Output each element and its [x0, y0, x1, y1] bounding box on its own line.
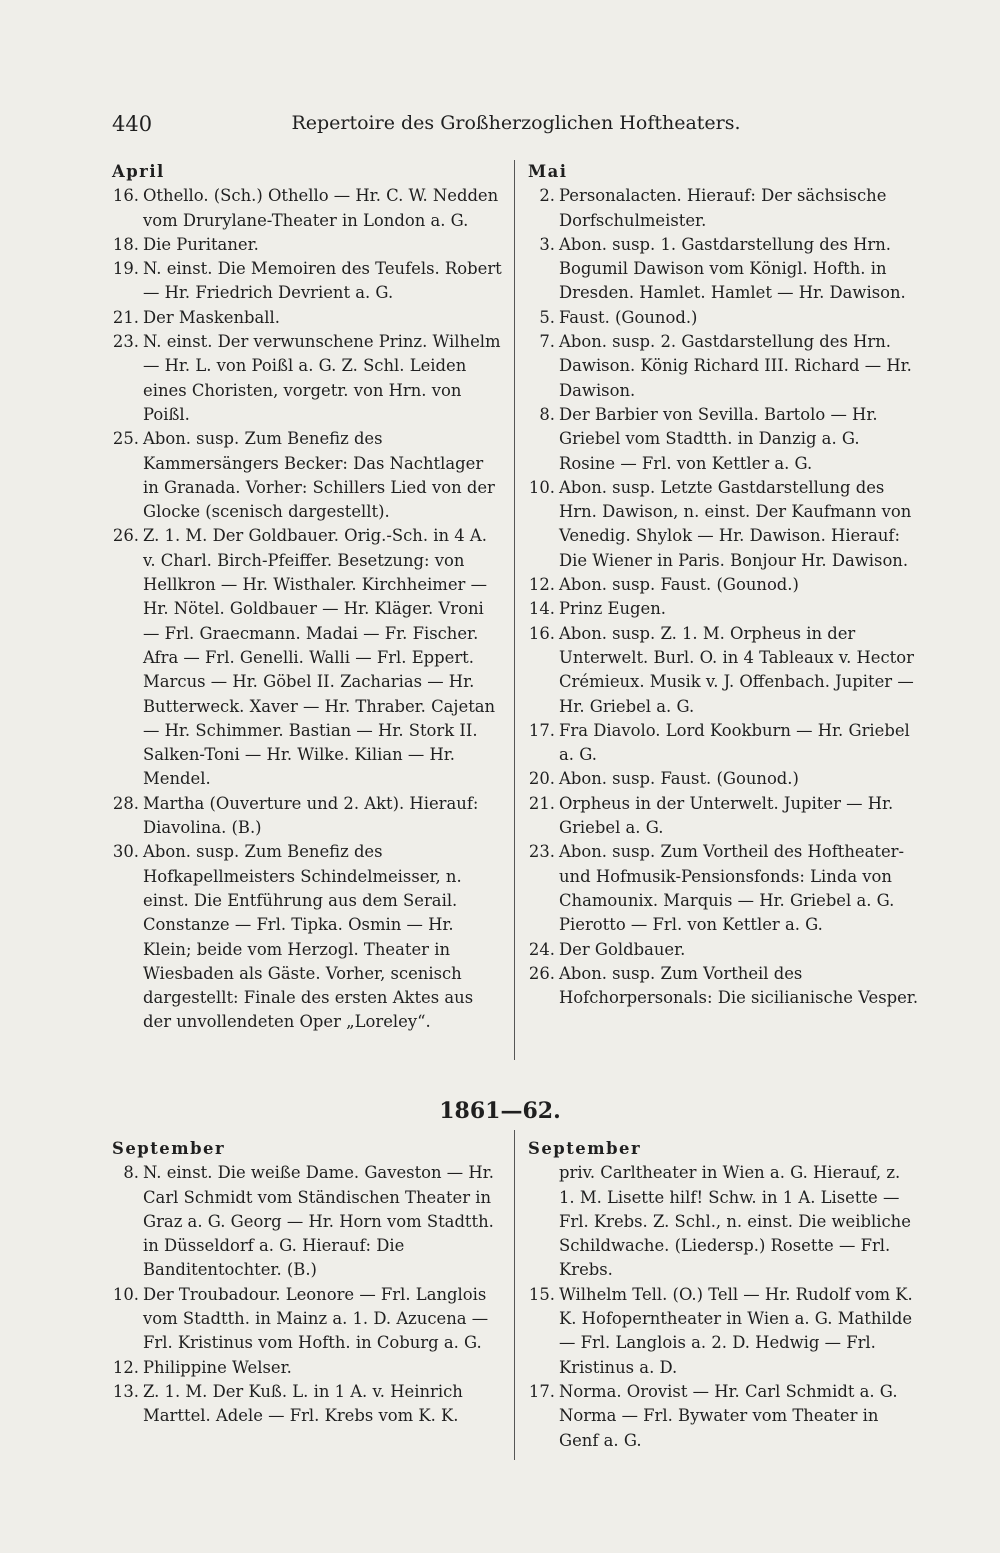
entry-text: Abon. susp. Zum Benefiz des Hofkapellmeisters Schindelmeisser, n. einst. Die Entführung aus dem Serail. Constanze — Frl. Tipka. Osmin — Hr. Klein; beide vom Herzogl. Theater in Wiesbaden als Gäste. Vorher, scenisch dargestellt: Finale des ersten Aktes aus der unvollendeten Oper „Loreley“. — [143, 842, 474, 1032]
entry-day: 17. — [528, 1381, 555, 1401]
column-september-left — [112, 1137, 504, 1429]
month-heading: September — [112, 1139, 226, 1158]
list-item — [528, 962, 920, 1011]
entry-text: Faust. (Gounod.) — [559, 307, 698, 327]
list-item — [528, 622, 920, 719]
entry-text: Abon. susp. 1. Gastdarstellung des Hrn. Bogumil Dawison vom Königl. Hofth. in Dresden. Hamlet. Hamlet — Hr. Dawison. — [559, 234, 906, 303]
entry-text: Z. 1. M. Der Goldbauer. Orig.-Sch. in 4 A. v. Charl. Birch-Pfeiffer. Besetzung: von Hellkron — Hr. Wisthaler. Kirchheimer — Hr. Nötel. Goldbauer — Hr. Kläger. Vroni — Frl. Graecmann. Madai — Fr. Fischer. Afra — Frl. Genelli. Walli — Frl. Eppert. Marcus — Hr. Göbel II. Zacharias — Hr. Butterweck. Xaver — Hr. Thraber. Cajetan — Hr. Schimmer. Bastian — Hr. Stork II. Salken-Toni — Hr. Wilke. Kilian — Hr. Mendel. — [143, 526, 496, 789]
entry-text: Othello. (Sch.) Othello — Hr. C. W. Nedden vom Drurylane-Theater in London a. G. — [143, 186, 499, 230]
list-item — [528, 840, 920, 937]
column-september-right — [528, 1137, 920, 1453]
list-item — [528, 792, 920, 841]
entry-text: Prinz Eugen. — [559, 599, 666, 619]
list-item — [528, 719, 920, 768]
running-title: Repertoire des Großherzoglichen Hoftheaters. — [291, 112, 741, 134]
page-number: 440 — [112, 112, 153, 136]
list-item — [528, 1380, 920, 1453]
entry-day: 12. — [112, 1357, 139, 1377]
list-item — [112, 330, 504, 427]
list-item — [112, 1283, 504, 1356]
entry-text: Personalacten. Hierauf: Der sächsische Dorfschulmeister. — [559, 186, 887, 230]
column-april — [112, 160, 504, 1035]
entry-day: 26. — [528, 963, 555, 983]
list-item — [112, 1380, 504, 1429]
entry-text: Der Barbier von Sevilla. Bartolo — Hr. Griebel vom Stadtth. in Danzig a. G. Rosine — Frl. von Kettler a. G. — [559, 404, 878, 473]
entry-text: Der Maskenball. — [143, 307, 280, 327]
entry-day: 13. — [112, 1381, 139, 1401]
entry-text: Philippine Welser. — [143, 1357, 292, 1377]
entry-text: Wilhelm Tell. (O.) Tell — Hr. Rudolf vom K. K. Hofoperntheater in Wien a. G. Mathilde — Frl. Langlois a. 2. D. Hedwig — Frl. Kristinus a. D. — [559, 1284, 913, 1377]
entry-day: 26. — [112, 526, 139, 546]
entry-text: N. einst. Die Memoiren des Teufels. Robert — Hr. Friedrich Devrient a. G. — [143, 259, 502, 303]
list-item — [112, 257, 504, 306]
entry-text: Abon. susp. Letzte Gastdarstellung des Hrn. Dawison, n. einst. Der Kaufmann von Venedig. Shylok — Hr. Dawison. Hierauf: Die Wiener in Paris. Bonjour Hr. Dawison. — [559, 477, 912, 570]
entry-day: 15. — [528, 1284, 555, 1304]
entry-day: 3. — [539, 234, 555, 254]
entry-text: Abon. susp. Faust. (Gounod.) — [559, 769, 799, 789]
entry-text: N. einst. Die weiße Dame. Gaveston — Hr. Carl Schmidt vom Ständischen Theater in Graz a. G. Georg — Hr. Horn vom Stadtth. in Düsseldorf a. G. Hierauf: Die Banditentochter. (B.) — [143, 1163, 494, 1280]
entry-day: 5. — [539, 307, 555, 327]
entry-day: 30. — [112, 842, 139, 862]
list-item — [528, 306, 920, 330]
list-item — [112, 306, 504, 330]
list-item — [528, 330, 920, 403]
entry-text: Abon. susp. Z. 1. M. Orpheus in der Unterwelt. Burl. O. in 4 Tableaux v. Hector Crémieux. Musik v. J. Offenbach. Jupiter — Hr. Griebel a. G. — [559, 623, 914, 716]
entry-day: 16. — [112, 186, 139, 206]
column-divider — [514, 1130, 515, 1460]
entry-day: 12. — [528, 575, 555, 595]
entry-day: 10. — [528, 477, 555, 497]
entry-text: Fra Diavolo. Lord Kookburn — Hr. Griebel a. G. — [559, 720, 910, 765]
list-item — [528, 597, 920, 621]
entry-day: 24. — [528, 939, 555, 959]
list-item — [528, 184, 920, 233]
entry-day: 21. — [112, 307, 139, 327]
list-item — [528, 476, 920, 573]
month-heading: April — [112, 162, 165, 181]
entry-day: 17. — [528, 720, 555, 740]
list-item — [112, 524, 504, 791]
entry-day: 10. — [112, 1284, 139, 1304]
list-item — [112, 792, 504, 841]
entry-text: Abon. susp. Zum Vortheil des Hofchorpersonals: Die sicilianische Vesper. — [559, 963, 919, 1008]
season-heading: 1861—62. — [439, 1098, 561, 1124]
entry-text: Abon. susp. Zum Vortheil des Hoftheater- und Hofmusik-Pensionsfonds: Linda von Chamounix. Marquis — Hr. Griebel a. G. Pierotto — Frl. von Kettler a. G. — [559, 842, 905, 935]
entry-day: 18. — [112, 234, 139, 254]
list-item — [112, 1161, 504, 1282]
list-item — [112, 184, 504, 233]
list-item — [528, 767, 920, 791]
entry-text: Orpheus in der Unterwelt. Jupiter — Hr. Griebel a. G. — [559, 793, 894, 838]
list-item — [112, 1356, 504, 1380]
entry-text: Z. 1. M. Der Kuß. L. in 1 A. v. Heinrich Marttel. Adele — Frl. Krebs vom K. K. — [143, 1381, 463, 1426]
list-item — [528, 233, 920, 306]
entry-day: 23. — [528, 842, 555, 862]
entry-day: 19. — [112, 259, 139, 279]
entry-text: priv. Carltheater in Wien a. G. Hierauf, z. 1. M. Lisette hilf! Schw. in 1 A. Lisette — Frl. Krebs. Z. Schl., n. einst. Die weibliche Schildwache. (Liedersp.) Rosette — Frl. Krebs. — [559, 1163, 911, 1280]
list-item — [112, 233, 504, 257]
entry-text: Die Puritaner. — [143, 234, 259, 254]
month-heading: Mai — [528, 162, 568, 181]
entry-day: 14. — [528, 599, 555, 619]
entry-text: Der Goldbauer. — [559, 939, 686, 959]
entry-day: 20. — [528, 769, 555, 789]
entry-text: Abon. susp. 2. Gastdarstellung des Hrn. Dawison. König Richard III. Richard — Hr. Dawison. — [559, 332, 912, 400]
column-mai — [528, 160, 920, 1010]
entry-day: 8. — [539, 404, 555, 424]
list-item — [528, 1283, 920, 1380]
entry-text: N. einst. Der verwunschene Prinz. Wilhelm — Hr. L. von Poißl a. G. Z. Schl. Leiden eines Choristen, vorgetr. von Hrn. von Poißl. — [143, 332, 501, 424]
entry-day: 7. — [539, 332, 555, 352]
entry-day: 16. — [528, 623, 555, 643]
entry-day: 8. — [123, 1163, 139, 1183]
continued-entry — [528, 1161, 920, 1282]
list-item — [528, 403, 920, 476]
entry-text: Abon. susp. Zum Benefiz des Kammersängers Becker: Das Nachtlager in Granada. Vorher: Schillers Lied von der Glocke (scenisch dargestellt). — [143, 429, 495, 522]
entry-text: Der Troubadour. Leonore — Frl. Langlois vom Stadtth. in Mainz a. 1. D. Azucena — Frl. Kristinus vom Hofth. in Coburg a. G. — [143, 1284, 489, 1353]
column-divider — [514, 160, 515, 1060]
list-item — [528, 573, 920, 597]
entry-text: Martha (Ouverture und 2. Akt). Hierauf: Diavolina. (B.) — [143, 793, 479, 838]
list-item — [528, 938, 920, 962]
entry-text: Norma. Orovist — Hr. Carl Schmidt a. G. Norma — Frl. Bywater vom Theater in Genf a. G. — [559, 1381, 898, 1450]
entry-day: 2. — [539, 186, 555, 206]
entry-day: 23. — [112, 332, 139, 352]
entry-day: 28. — [112, 793, 139, 813]
list-item — [112, 427, 504, 524]
entry-day: 25. — [112, 429, 139, 449]
entry-day: 21. — [528, 793, 555, 813]
page-header — [112, 112, 920, 142]
entry-text: Abon. susp. Faust. (Gounod.) — [559, 575, 799, 595]
month-heading: September — [528, 1139, 642, 1158]
list-item — [112, 840, 504, 1034]
